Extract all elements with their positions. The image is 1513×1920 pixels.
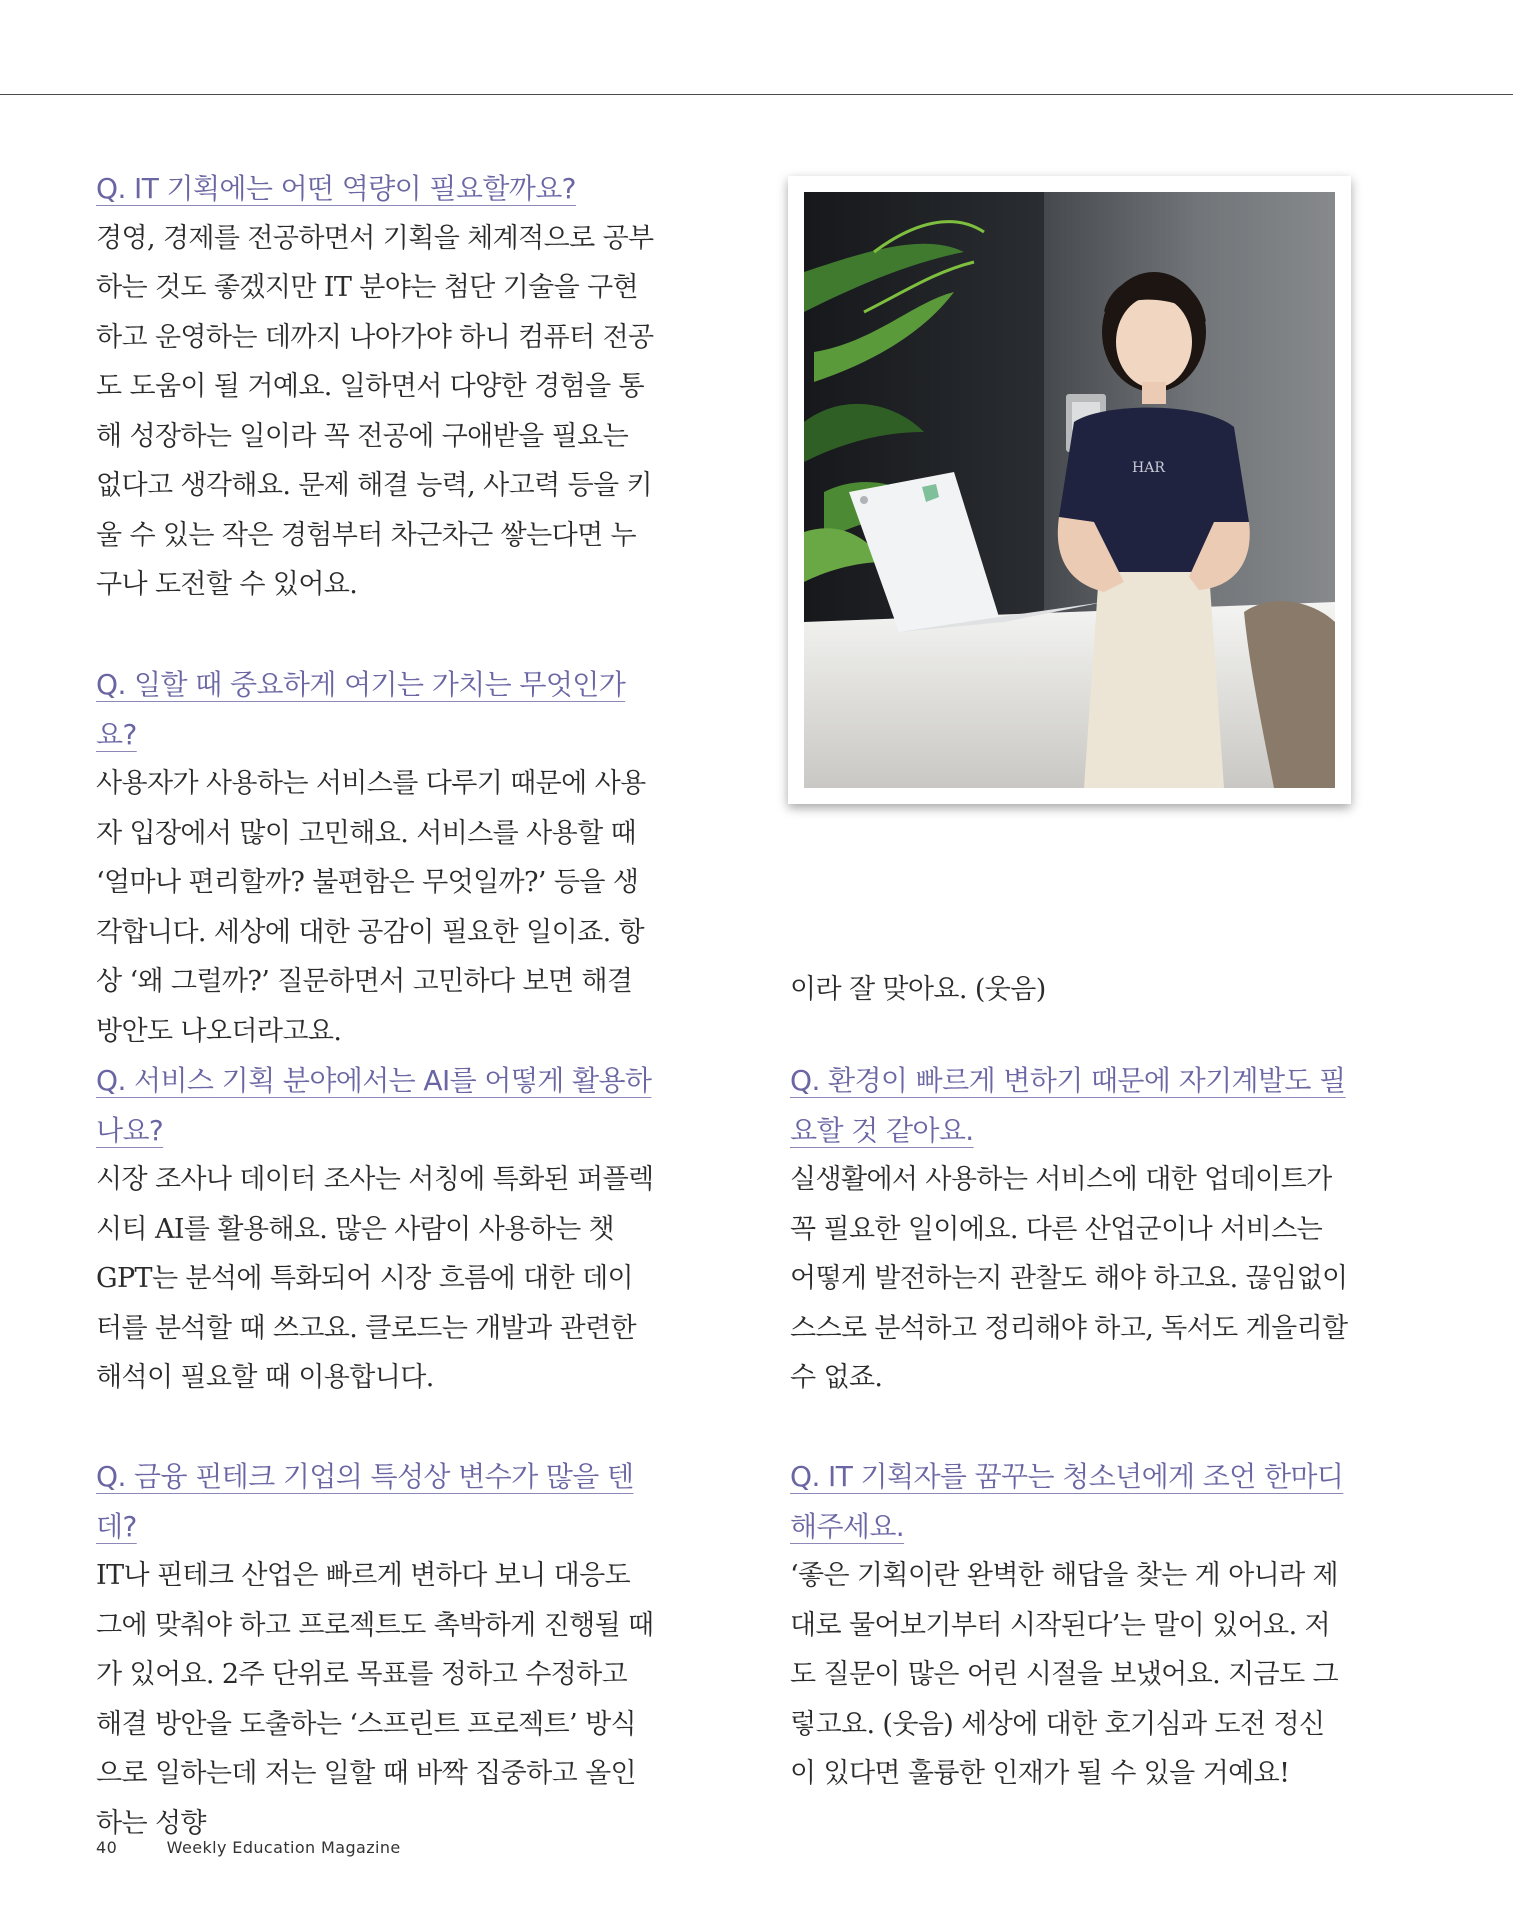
question-heading: Q. 금융 핀테크 기업의 특성상 변수가 많을 텐데? <box>96 1460 634 1543</box>
svg-text:HAR: HAR <box>1132 460 1165 476</box>
header-rule <box>0 94 1513 95</box>
answer-text: 사용자가 사용하는 서비스를 다루기 때문에 사용자 입장에서 많이 고민해요. 서비스를 사용할 때 ‘얼마나 편리할까? 불편함은 무엇일까?’ 등을 생각합니다. 세상에 대한 공감이 필요한 일이죠. 항상 ‘왜 그럴까?’ 질문하면서 고민하다 보면 해결 방안도 나오더라고요. <box>96 768 646 1047</box>
qa-block-advice <box>790 1452 1348 1799</box>
interviewee-photo <box>788 176 1351 804</box>
question-heading: Q. IT 기획자를 꿈꾸는 청소년에게 조언 한마디 해주세요. <box>790 1460 1344 1543</box>
qa-block-fintech <box>96 1452 654 1848</box>
continued-text <box>790 965 1348 1015</box>
qa-block-competency <box>96 164 654 610</box>
answer-text: 경영, 경제를 전공하면서 기획을 체계적으로 공부하는 것도 좋겠지만 IT 분야는 첨단 기술을 구현하고 운영하는 데까지 나아가야 하니 컴퓨터 전공도 도움이 될 거예요. 일하면서 다양한 경험을 통해 성장하는 일이라 꼭 전공에 구애받을 필요는 없다고 생각해요. 문제 해결 능력, 사고력 등을 키울 수 있는 작은 경험부터 차근차근 쌓는다면 누구나 도전할 수 있어요. <box>96 222 654 600</box>
magazine-name: Weekly Education Magazine <box>166 1838 401 1857</box>
question-heading: Q. 일할 때 중요하게 여기는 가치는 무엇인가요? <box>96 668 626 751</box>
answer-text: 실생활에서 사용하는 서비스에 대한 업데이트가 꼭 필요한 일이에요. 다른 산업군이나 서비스는 어떻게 발전하는지 관찰도 해야 하고요. 끊임없이 스스로 분석하고 정리해야 하고, 독서도 게을리할 수 없죠. <box>790 1164 1348 1393</box>
answer-text: ‘좋은 기획이란 완벽한 해답을 찾는 게 아니라 제대로 물어보기부터 시작된다’는 말이 있어요. 저도 질문이 많은 어린 시절을 보냈어요. 지금도 그렇고요. (웃음) 세상에 대한 호기심과 도전 정신이 있다면 훌륭한 인재가 될 수 있을 거예요! <box>790 1560 1339 1789</box>
qa-block-self-development <box>790 1056 1348 1403</box>
question-heading: Q. 환경이 빠르게 변하기 때문에 자기계발도 필요할 것 같아요. <box>790 1064 1346 1147</box>
answer-continuation: 이라 잘 맞아요. (웃음) <box>790 974 1046 1005</box>
qa-block-ai <box>96 1056 654 1403</box>
page-number: 40 <box>96 1838 118 1857</box>
qa-block-values <box>96 660 654 1056</box>
photo-illustration <box>804 192 1335 788</box>
answer-text: 시장 조사나 데이터 조사는 서칭에 특화된 퍼플렉시티 AI를 활용해요. 많은 사람이 사용하는 챗GPT는 분석에 특화되어 시장 흐름에 대한 데이터를 분석할 때 쓰고요. 클로드는 개발과 관련한 해석이 필요할 때 이용합니다. <box>96 1164 654 1393</box>
page-footer <box>96 1838 401 1857</box>
question-heading: Q. 서비스 기획 분야에서는 AI를 어떻게 활용하나요? <box>96 1064 652 1147</box>
question-heading: Q. IT 기획에는 어떤 역량이 필요할까요? <box>96 172 576 205</box>
answer-text: IT나 핀테크 산업은 빠르게 변하다 보니 대응도 그에 맞춰야 하고 프로젝트도 촉박하게 진행될 때가 있어요. 2주 단위로 목표를 정하고 수정하고 해결 방안을 도출하는 ‘스프린트 프로젝트’ 방식으로 일하는데 저는 일할 때 바짝 집중하고 올인하는 성향 <box>96 1560 654 1839</box>
